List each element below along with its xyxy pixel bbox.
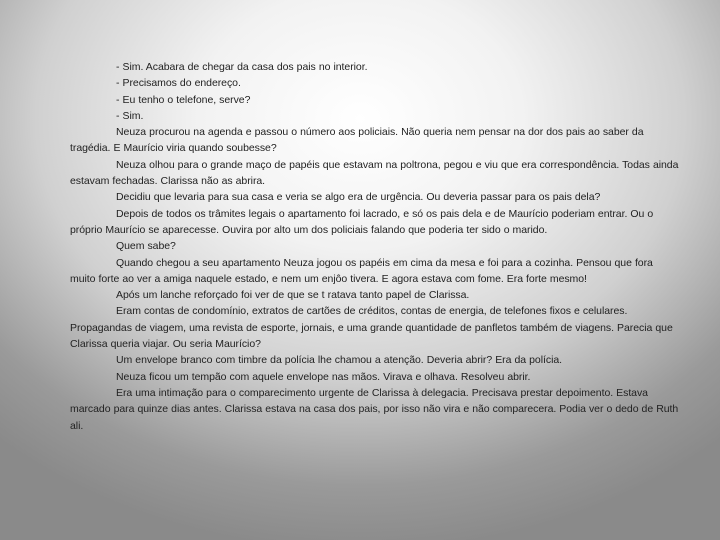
paragraph-need-address: - Precisamos do endereço. [116, 77, 241, 90]
paragraph-procedures: Depois de todos os trâmites legais o apartamento foi lacrado, e só os pais dela e de Maurício poderiam entrar. Ou o próprio Maurício se aparecesse. Ouvira por alto um dos policiais falando que poderia ter sido o marido. [70, 207, 654, 236]
document-body [70, 59, 680, 434]
paragraph-decided: Decidiu que levaria para sua casa e veria se algo era de urgência. Ou deveria passar para os pais dela? [116, 191, 601, 204]
paragraph-opened: Neuza ficou um tempão com aquele envelope nas mãos. Virava e olhava. Resolveu abrir. [116, 370, 531, 383]
paragraph-have-phone: - Eu tenho o telefone, serve? [116, 93, 251, 106]
paragraph-reply-sim: - Sim. [116, 109, 144, 122]
paragraph-after-snack: Após um lanche reforçado foi ver de que se t ratava tanto papel de Clarissa. [116, 289, 470, 302]
paragraph-who-knows: Quem sabe? [116, 240, 176, 253]
paragraph-reply-sim-arrived: - Sim. Acabara de chegar da casa dos pais no interior. [116, 61, 368, 73]
paragraph-summons: Era uma intimação para o comparecimento urgente de Clarissa à delegacia. Precisava prestar depoimento. Estava marcado para quinze dias antes. Clarissa estava na casa dos pais, por isso não vira e não comparecera. Podia ver o dedo de Ruth ali. [70, 386, 679, 432]
paragraph-papers: Neuza olhou para o grande maço de papéis que estavam na poltrona, pegou e viu que era correspondência. Todas ainda estavam fechadas. Clarissa não as abrira. [70, 158, 679, 188]
paragraph-arrived-home: Quando chegou a seu apartamento Neuza jogou os papéis em cima da mesa e foi para a cozinha. Pensou que fora muito forte ao ver a amiga naquele estado, e nem um enjôo tivera. E agora estava com fome. Era forte mesmo! [70, 256, 653, 285]
paragraph-bills: Eram contas de condomínio, extratos de cartões de créditos, contas de energia, de telefones fixos e celulares. Propagandas de viagem, uma revista de esporte, jornais, e uma grande quantidade de panfletos também de viagens. Parecia que Clarissa queria viajar. Ou seria Maurício? [70, 305, 673, 351]
paragraph-agenda: Neuza procurou na agenda e passou o número aos policiais. Não queria nem pensar na dor dos pais ao saber da tragédia. E Maurício viria quando soubesse? [70, 126, 644, 155]
paragraph-envelope: Um envelope branco com timbre da polícia lhe chamou a atenção. Deveria abrir? Era da polícia. [116, 354, 563, 367]
